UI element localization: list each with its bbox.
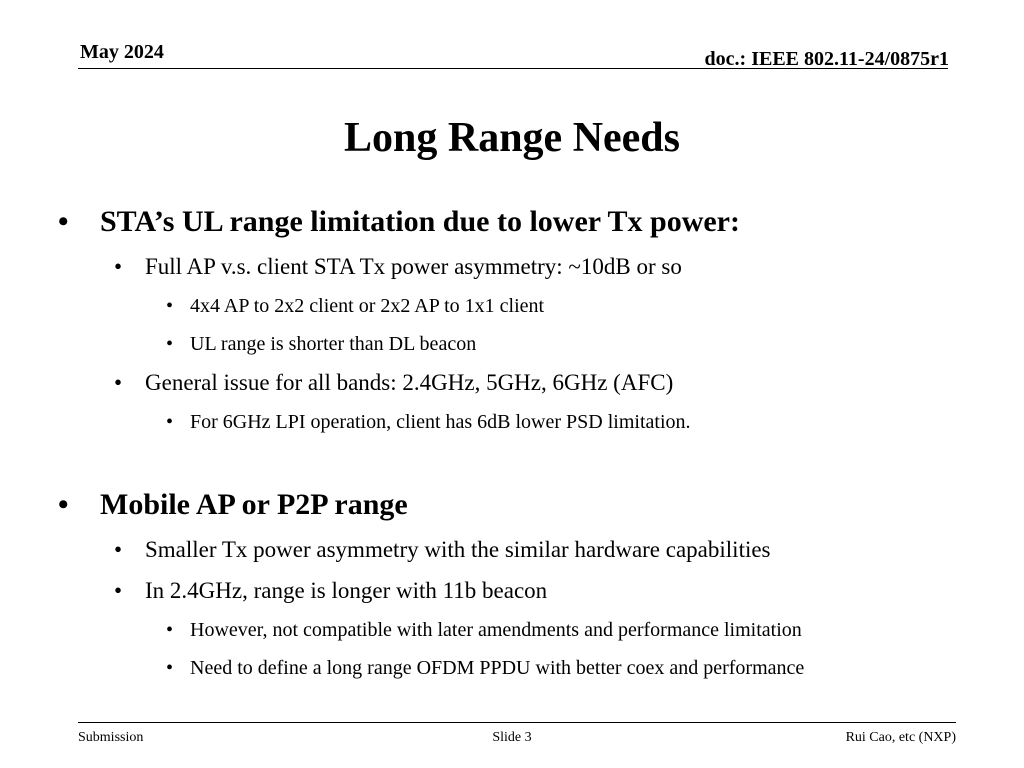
bullet-dot: • [114, 370, 123, 395]
bullet-text: Need to define a long range OFDM PPDU with better coex and performance [190, 657, 805, 679]
bullet-level2 [114, 536, 771, 564]
bullet-level1 [58, 204, 740, 240]
bullet-text: 4x4 AP to 2x2 client or 2x2 AP to 1x1 client [190, 295, 545, 317]
bullet-level3 [166, 332, 477, 356]
bullet-text: UL range is shorter than DL beacon [190, 333, 477, 355]
bullet-text: General issue for all bands: 2.4GHz, 5GHz, 6GHz (AFC) [145, 370, 674, 395]
footer-divider [78, 722, 956, 723]
bullet-dot: • [114, 537, 123, 562]
bullet-level3 [166, 618, 802, 642]
bullet-text: Mobile AP or P2P range [100, 488, 408, 521]
bullet-dot: • [114, 578, 123, 603]
bullet-text: In 2.4GHz, range is longer with 11b beacon [145, 578, 548, 603]
footer-slide-number: Slide 3 [492, 730, 532, 745]
bullet-dot: • [58, 488, 69, 521]
footer-author: Rui Cao, etc (NXP) [845, 730, 956, 745]
bullet-dot: • [58, 205, 69, 238]
bullet-text: For 6GHz LPI operation, client has 6dB lower PSD limitation. [190, 411, 691, 433]
header-divider [78, 68, 948, 69]
bullet-text: However, not compatible with later amendments and performance limitation [190, 619, 802, 641]
header-doc-id: doc.: IEEE 802.11-24/0875r1 [704, 48, 949, 70]
bullet-level2 [114, 253, 682, 281]
bullet-dot: • [114, 254, 123, 279]
header-date: May 2024 [80, 41, 164, 63]
footer-submission: Submission [78, 730, 144, 745]
bullet-dot: • [166, 619, 174, 641]
bullet-level3 [166, 410, 691, 434]
bullet-level1 [58, 487, 408, 523]
bullet-level2 [114, 369, 674, 397]
bullet-dot: • [166, 411, 174, 433]
bullet-level3 [166, 656, 805, 680]
bullet-dot: • [166, 333, 174, 355]
bullet-text: Smaller Tx power asymmetry with the similar hardware capabilities [145, 537, 771, 562]
bullet-text: STA’s UL range limitation due to lower Tx power: [100, 205, 740, 238]
slide-title: Long Range Needs [343, 115, 681, 161]
bullet-level2 [114, 577, 548, 605]
bullet-dot: • [166, 657, 174, 679]
bullet-dot: • [166, 295, 174, 317]
bullet-text: Full AP v.s. client STA Tx power asymmetry: ~10dB or so [145, 254, 682, 279]
bullet-level3 [166, 294, 545, 318]
